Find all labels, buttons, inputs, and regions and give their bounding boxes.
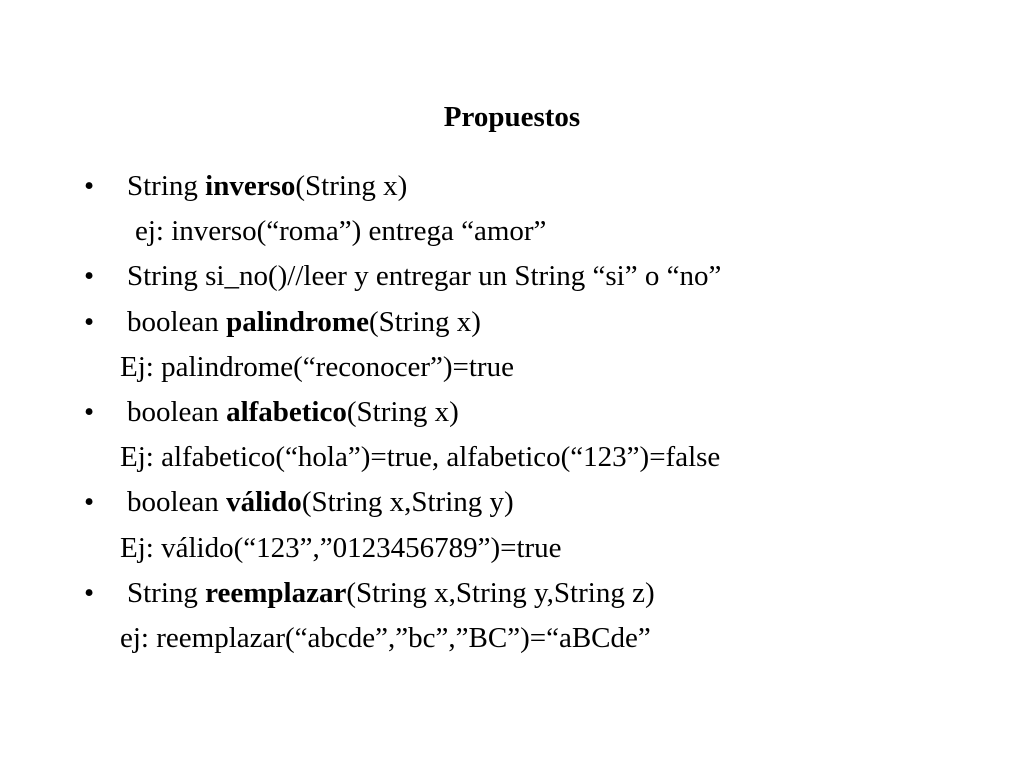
- list-item-si-no: [84, 254, 1004, 299]
- signature-params: (String x,String y,String z): [346, 576, 655, 609]
- example-text: Ej: válido(“123”,”0123456789”)=true: [120, 531, 562, 564]
- signature-prefix: boolean: [127, 395, 227, 428]
- example-valido: [84, 526, 1004, 571]
- list-item-inverso: [84, 164, 1004, 209]
- bullet-icon: •: [84, 260, 95, 293]
- list-item-text: [127, 254, 721, 299]
- signature-prefix: boolean: [127, 486, 227, 519]
- function-name: reemplazar: [205, 576, 347, 609]
- example-inverso: [84, 209, 1004, 254]
- example-text: ej: inverso(“roma”) entrega “amor”: [135, 215, 547, 248]
- list-item-text: [127, 300, 481, 345]
- list-item-text: [127, 571, 655, 616]
- list-item-alfabetico: [84, 390, 1004, 435]
- list-item-palindrome: [84, 300, 1004, 345]
- example-text: Ej: alfabetico(“hola”)=true, alfabetico(“123”)=false: [120, 441, 721, 474]
- bullet-icon: •: [84, 395, 95, 428]
- signature-prefix: String: [127, 576, 206, 609]
- slide-content: [84, 164, 1004, 661]
- list-item-text: [127, 480, 514, 525]
- list-item-reemplazar: [84, 571, 1004, 616]
- list-item-valido: [84, 480, 1004, 525]
- function-name: válido: [226, 486, 302, 519]
- function-name: alfabetico: [226, 395, 347, 428]
- signature-prefix: String: [127, 170, 206, 202]
- function-name: inverso: [205, 170, 296, 202]
- signature-prefix: boolean: [127, 305, 227, 338]
- list-item-text: [127, 164, 407, 209]
- example-alfabetico: [84, 435, 1004, 480]
- signature-params: (String x): [368, 305, 481, 338]
- function-name: palindrome: [226, 305, 369, 338]
- example-text: ej: reemplazar(“abcde”,”bc”,”BC”)=“aBCde”: [120, 621, 651, 654]
- bullet-icon: •: [84, 170, 95, 202]
- example-palindrome: [84, 345, 1004, 390]
- signature-params: (String x): [295, 170, 408, 202]
- signature-prefix: String si_no()//leer y entregar un String “si” o “no”: [127, 260, 722, 293]
- example-text: Ej: palindrome(“reconocer”)=true: [120, 350, 514, 383]
- list-item-text: [127, 390, 459, 435]
- bullet-icon: •: [84, 576, 95, 609]
- example-reemplazar: [84, 616, 1004, 661]
- bullet-icon: •: [84, 486, 95, 519]
- bullet-icon: •: [84, 305, 95, 338]
- signature-params: (String x): [346, 395, 459, 428]
- slide-title-text: Propuestos: [443, 101, 581, 133]
- slide-title: [0, 97, 1024, 137]
- signature-params: (String x,String y): [301, 486, 514, 519]
